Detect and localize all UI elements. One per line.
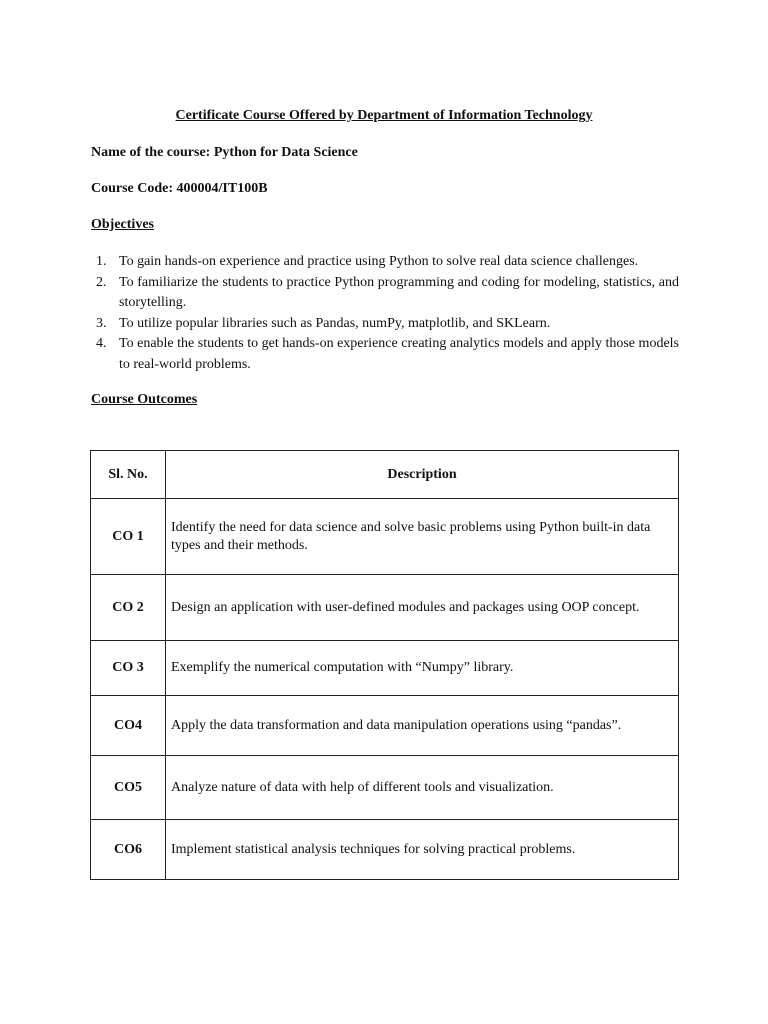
objective-number: 2. — [96, 274, 107, 290]
header-sl-no: Sl. No. — [91, 451, 166, 499]
outcomes-heading: Course Outcomes — [91, 392, 198, 407]
outcome-code: CO 3 — [91, 641, 166, 696]
objective-item — [91, 334, 679, 375]
objective-item — [91, 273, 679, 314]
table-row — [91, 696, 679, 756]
table-header-row — [91, 451, 679, 499]
objective-text: To familiarize the students to practice Python programming and coding for modeling, statistics, and storytelling. — [119, 274, 679, 310]
outcome-description: Exemplify the numerical computation with “Numpy” library. — [166, 641, 679, 696]
outcome-code: CO 2 — [91, 575, 166, 641]
outcome-code: CO5 — [91, 756, 166, 820]
outcome-description: Analyze nature of data with help of different tools and visualization. — [166, 756, 679, 820]
course-code: Course Code: 400004/IT100B — [91, 181, 268, 196]
table-row — [91, 820, 679, 880]
objective-text: To gain hands-on experience and practice using Python to solve real data science challenges. — [119, 254, 639, 269]
table-row — [91, 499, 679, 575]
objective-item — [91, 314, 679, 335]
outcomes-table — [90, 450, 679, 880]
outcome-description: Implement statistical analysis techniques for solving practical problems. — [166, 820, 679, 880]
objectives-heading: Objectives — [91, 217, 154, 232]
header-description: Description — [166, 451, 679, 499]
table-row — [91, 756, 679, 820]
outcome-description: Identify the need for data science and solve basic problems using Python built-in data types and their methods. — [166, 499, 679, 575]
objective-number: 1. — [96, 254, 107, 269]
outcome-description: Design an application with user-defined modules and packages using OOP concept. — [166, 575, 679, 641]
objective-number: 4. — [96, 336, 107, 351]
table-row — [91, 641, 679, 696]
objectives-list — [91, 252, 679, 375]
course-name: Name of the course: Python for Data Science — [91, 145, 358, 160]
table-row — [91, 575, 679, 641]
objective-number: 3. — [96, 315, 107, 331]
outcome-description: Apply the data transformation and data manipulation operations using “pandas”. — [166, 696, 679, 756]
outcome-code: CO 1 — [91, 499, 166, 575]
outcome-code: CO4 — [91, 696, 166, 756]
objective-text: To enable the students to get hands-on experience creating analytics models and apply those models to real-world problems. — [119, 336, 679, 372]
objective-text: To utilize popular libraries such as Pandas, numPy, matplotlib, and SKLearn. — [119, 315, 551, 331]
objective-item — [91, 252, 679, 273]
outcome-code: CO6 — [91, 820, 166, 880]
document-title: Certificate Course Offered by Department of Information Technology — [175, 108, 593, 123]
